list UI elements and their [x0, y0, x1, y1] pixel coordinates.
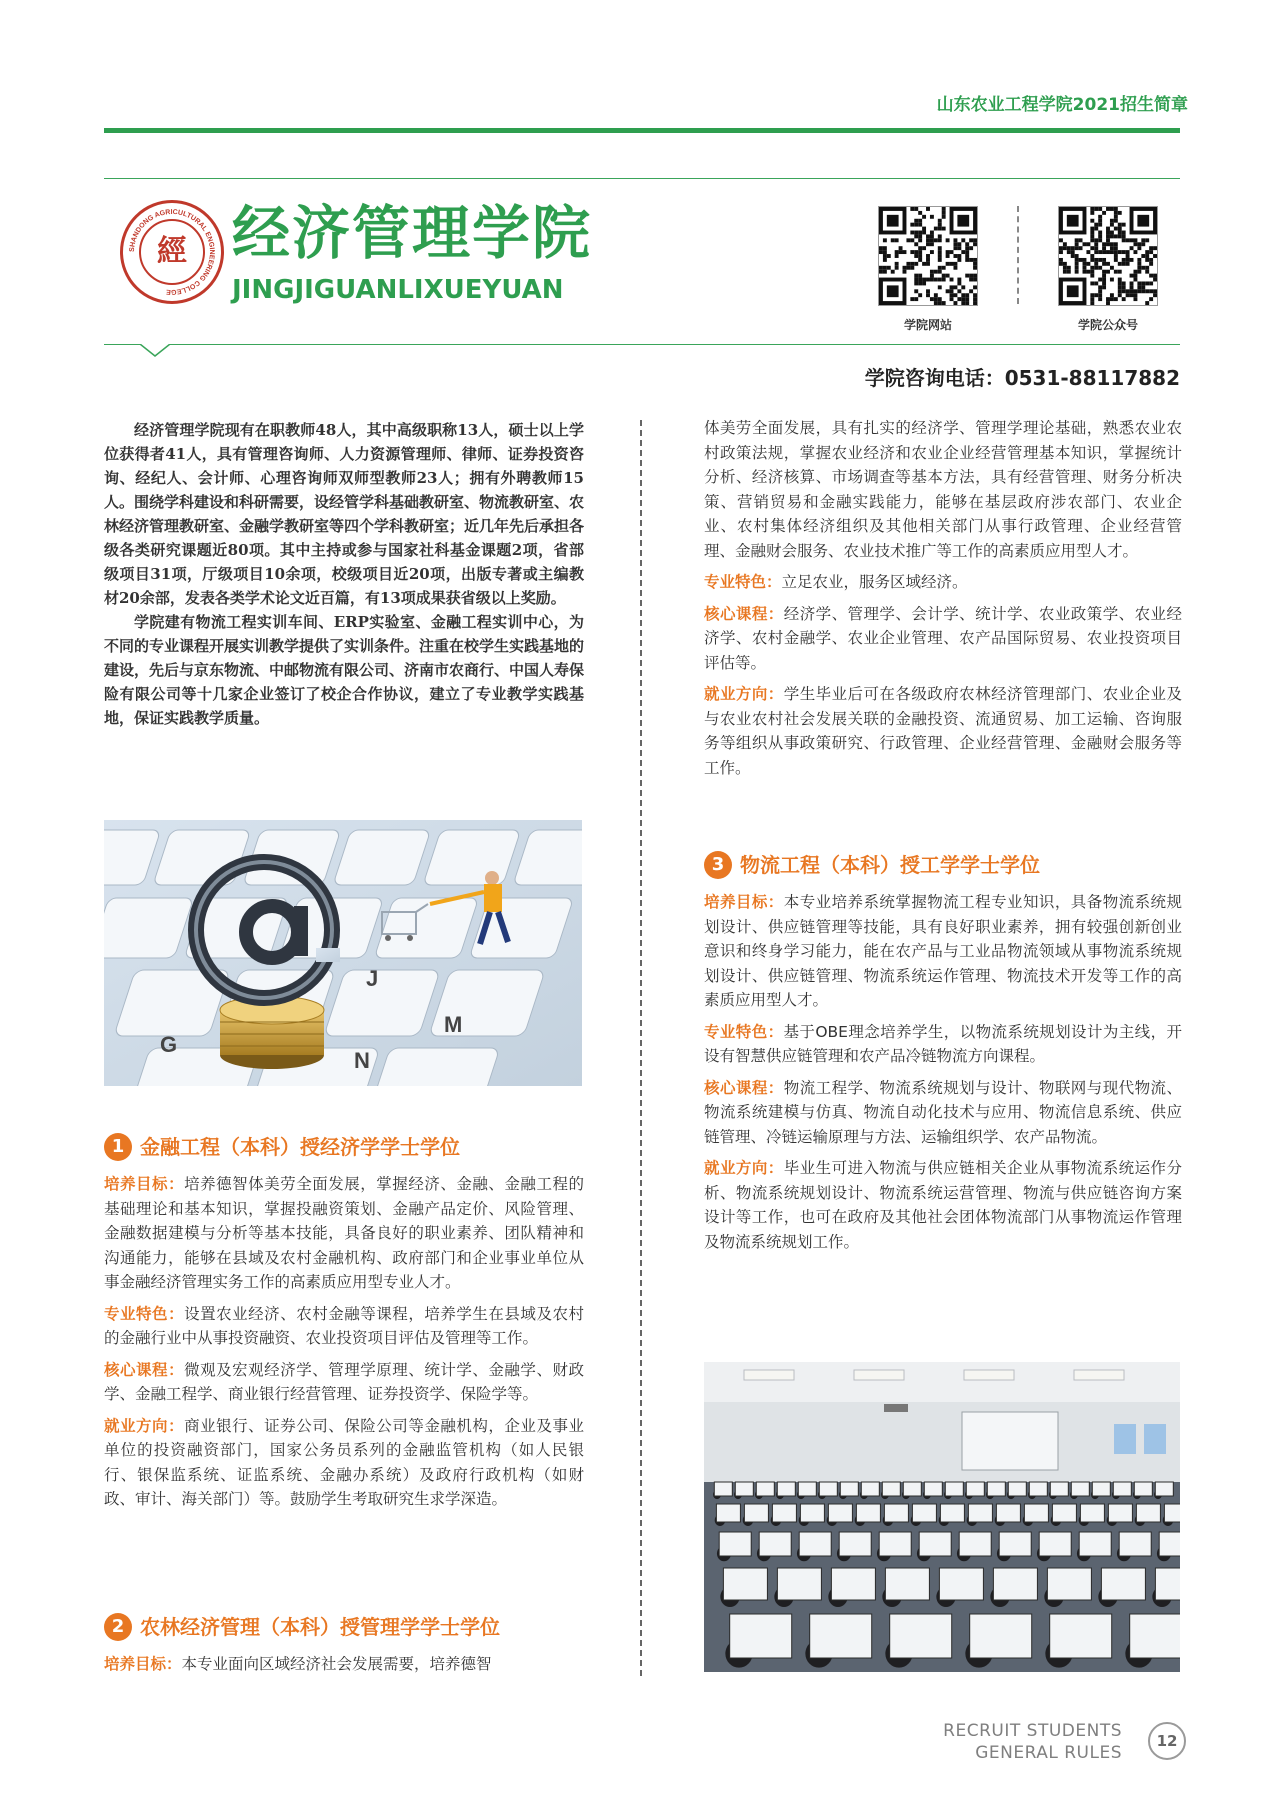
website-qr-label: 学院网站 — [903, 318, 952, 332]
key-label-j: J — [366, 966, 379, 991]
brochure-title: 山东农业工程学院2021招生简章 — [936, 95, 1188, 115]
qr-divider — [1017, 206, 1019, 304]
section-3-title: 物流工程（本科）授工学学士学位 — [740, 853, 1040, 877]
wechat-qr-code[interactable] — [1058, 206, 1158, 306]
section-1-number: 1 — [104, 1133, 132, 1161]
coin-stack — [220, 996, 324, 1069]
section-1-goal: 培养目标：培养德智体美劳全面发展，掌握经济、金融、金融工程的基础理论和基本知识，掌握投融资策划、金融产品定价、风险管理、金融数据建模与分析等基本技能，具备良好的职业素养、团队精神和沟通能力，能够在县域及农村金融机构、政府部门和企业事业单位从事金融经济管理实务工作的高素质应用型专业人才。 — [104, 1175, 584, 1291]
intro-paragraph-2: 学院建有物流工程实训车间、ERP实验室、金融工程实训中心，为不同的专业课程开展实训教学提供了实训条件。注重在校学生实践基地的建设，先后与京东物流、中邮物流有限公司、济南市农商行、中国人寿保险有限公司等十几家企业签订了校企合作协议，建立了专业教学实践基地，保证实践教学质量。 — [104, 613, 585, 727]
section-3-career: 就业方向：毕业生可进入物流与供应链相关企业从事物流系统运作分析、物流系统规划设计、物流系统运营管理、物流与供应链咨询方案设计等工作，也可在政府及其他社会团体物流部门从事物流运作管理及物流系统规划工作。 — [704, 1159, 1182, 1251]
section-2-goal-continued: 体美劳全面发展，具有扎实的经济学、管理学理论基础，熟悉农业农村政策法规，掌握农业经济和农业企业经营管理基本知识，掌握统计分析、经济核算、市场调查等基本方法，具有经营管理、财务分析决策、营销贸易和金融实践能力，能够在基层政府涉农部门、农业企业、农村集体经济组织及其他相关部门从事行政管理、企业经营管理、金融财会服务、农业技术推广等工作的高素质应用型人才。 — [704, 419, 1182, 560]
keyboard-at-photo — [104, 820, 582, 1086]
section-3-body — [704, 890, 1182, 1261]
separator-notch — [140, 344, 170, 358]
section-2-goal-start: 培养目标：本专业面向区域经济社会发展需要，培养德智 — [104, 1655, 492, 1673]
section-2-title: 农林经济管理（本科）授管理学学士学位 — [140, 1615, 500, 1639]
key-label-m: M — [444, 1012, 463, 1037]
section-1-feature: 专业特色：设置农业经济、农村金融等课程，培养学生在县域及农村的金融行业中从事投资融资、农业投资项目评估及管理等工作。 — [104, 1304, 584, 1347]
column-divider — [640, 420, 642, 1676]
header-separator — [104, 344, 1180, 345]
footer-recruit-text: RECRUIT STUDENTS GENERAL RULES — [943, 1721, 1122, 1763]
header-bar — [104, 128, 1180, 133]
section-1-career: 就业方向：商业银行、证券公司、保险公司等金融机构，企业及事业单位的投资融资部门，国家公务员系列的金融监管机构（如人民银行、银保监系统、证监系统、金融办系统）及政府行政机构（如财政、审计、海关部门）等。鼓励学生考取研究生求学深造。 — [104, 1416, 584, 1508]
wechat-qr-label: 学院公众号 — [1077, 318, 1138, 332]
section-1-body — [104, 1172, 584, 1519]
section-2-body — [704, 416, 1182, 787]
section-1-courses: 核心课程：微观及宏观经济学、管理学原理、统计学、金融学、财政学、金融工程学、商业银行经营管理、证券投资学、保险学等。 — [104, 1360, 584, 1403]
seal-center-char: 經 — [139, 219, 205, 285]
section-2-number: 2 — [104, 1613, 132, 1641]
section-2-feature: 专业特色：立足农业，服务区域经济。 — [704, 573, 968, 591]
section-3-courses: 核心课程：物流工程学、物流系统规划与设计、物联网与现代物流、物流系统建模与仿真、物流自动化技术与应用、物流信息系统、供应链管理、冷链运输原理与方法、运输组织学、农产品物流。 — [704, 1078, 1182, 1146]
college-title: 经济管理学院 — [232, 199, 593, 267]
page-number: 12 — [1148, 1722, 1186, 1760]
college-seal-logo — [120, 200, 224, 304]
section-1-title: 金融工程（本科）授经济学学士学位 — [140, 1135, 460, 1159]
section-2-courses: 核心课程：经济学、管理学、会计学、统计学、农业政策学、农业经济学、农村金融学、农业企业管理、农产品国际贸易、农业投资项目评估等。 — [704, 604, 1182, 672]
projector-screen — [962, 1412, 1058, 1470]
college-introduction — [104, 418, 584, 730]
section-3-heading — [704, 850, 1182, 880]
section-3-feature: 专业特色：基于OBE理念培养学生，以物流系统规划设计为主线，开设有智慧供应链管理和农产品冷链物流方向课程。 — [704, 1022, 1182, 1065]
computer-lab-photo — [704, 1362, 1180, 1672]
section-3-number: 3 — [704, 851, 732, 879]
college-pinyin: JINGJIGUANLIXUEYUAN — [232, 275, 564, 305]
key-label-n: N — [354, 1048, 370, 1073]
consult-phone: 学院咨询电话：0531-88117882 — [864, 366, 1180, 390]
key-label-g: G — [160, 1032, 178, 1057]
intro-paragraph-1: 经济管理学院现有在职教师48人，其中高级职称13人，硕士以上学位获得者41人，具有管理咨询师、人力资源管理师、律师、证券投资咨询、经纪人、会计师、心理咨询师双师型教师23人；拥有外聘教师15人。围绕学科建设和科研需要，设经管学科基础教研室、物流教研室、农林经济管理教研室、金融学教研室等四个学科教研室；近几年先后承担各级各类研究课题近80项。其中主持或参与国家社科基金课题2项，省部级项目31项，厅级项目10余项，校级项目近20项，出版专著或主编教材20余部，发表各类学术论文近百篇，有13项成果获省级以上奖励。 — [104, 421, 585, 607]
section-2-career: 就业方向：学生毕业后可在各级政府农林经济管理部门、农业企业及与农业农村社会发展关联的金融投资、流通贸易、加工运输、咨询服务等组织从事政策研究、行政管理、企业经营管理、金融财会服务等工作。 — [704, 685, 1182, 777]
svg-text:SHANDONG AGRICULTURAL ENGINEER: SHANDONG AGRICULTURAL ENGINEERING COLLEGE — [128, 208, 216, 296]
section-2-heading — [104, 1612, 604, 1642]
section-3-goal: 培养目标：本专业培养系统掌握物流工程专业知识，具备物流系统规划设计、供应链管理等技能，具有良好职业素养，拥有较强创新创业意识和终身学习能力，能在农产品与工业品物流领域从事物流系统规划设计、供应链管理、物流系统运作管理、物流技术开发等工作的高素质应用型人才。 — [704, 893, 1182, 1009]
header-rule — [104, 178, 1180, 179]
website-qr-code[interactable] — [878, 206, 978, 306]
section-1-heading — [104, 1132, 594, 1162]
